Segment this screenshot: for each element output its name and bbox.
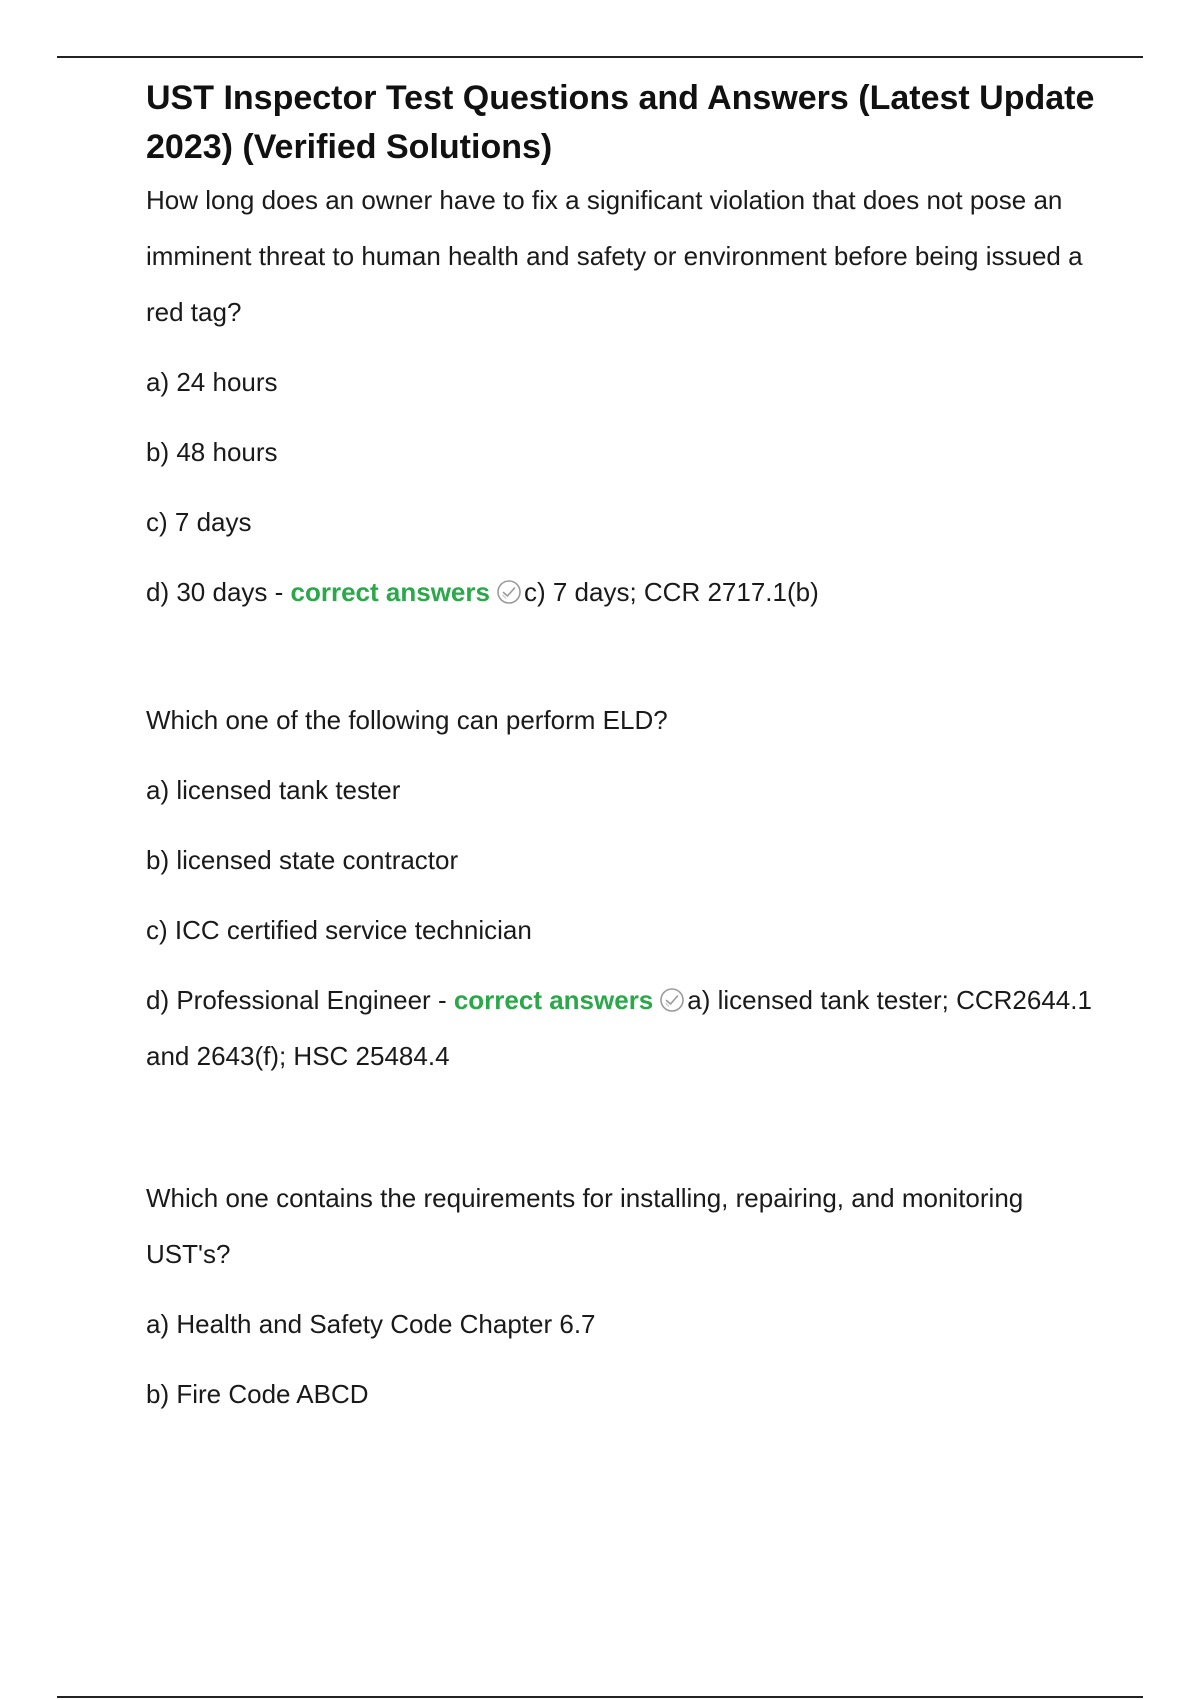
question-block-1 <box>146 172 1106 620</box>
question-text: How long does an owner have to fix a significant violation that does not pose an imminent threat to human health and safety or environment before being issued a red tag? <box>146 185 1083 327</box>
option-d-answer <box>146 564 1106 620</box>
question-text: Which one of the following can perform ELD? <box>146 705 668 735</box>
option-d-answer <box>146 972 1106 1084</box>
option-c: c) ICC certified service technician <box>146 915 532 945</box>
option-c: c) 7 days <box>146 507 252 537</box>
check-circle-icon <box>659 987 685 1013</box>
option-a: a) licensed tank tester <box>146 775 401 805</box>
answer-text: a) licensed tank tester; CCR2644.1 and 2643(f); HSC 25484.4 <box>146 985 1092 1071</box>
question-block-2 <box>146 692 1106 1084</box>
bottom-rule <box>57 1696 1143 1698</box>
correct-answers-label: correct answers <box>290 577 490 607</box>
option-b: b) 48 hours <box>146 437 278 467</box>
question-block-3 <box>146 1170 1106 1422</box>
correct-answers-label: correct answers <box>453 985 654 1015</box>
document-title: UST Inspector Test Questions and Answers (Latest Update 2023) (Verified Solutions) <box>146 79 1095 166</box>
option-d: d) 30 days - <box>146 577 291 607</box>
option-d: d) Professional Engineer - <box>146 985 454 1015</box>
option-a: a) 24 hours <box>146 367 278 397</box>
document-body <box>146 74 1106 1422</box>
check-circle-icon <box>496 579 522 605</box>
top-rule <box>57 56 1143 58</box>
answer-text: c) 7 days; CCR 2717.1(b) <box>523 577 819 607</box>
option-a: a) Health and Safety Code Chapter 6.7 <box>146 1309 596 1339</box>
option-b: b) licensed state contractor <box>146 845 459 875</box>
option-b: b) Fire Code ABCD <box>146 1379 369 1409</box>
question-text: Which one contains the requirements for installing, repairing, and monitoring UST's? <box>146 1183 1024 1269</box>
